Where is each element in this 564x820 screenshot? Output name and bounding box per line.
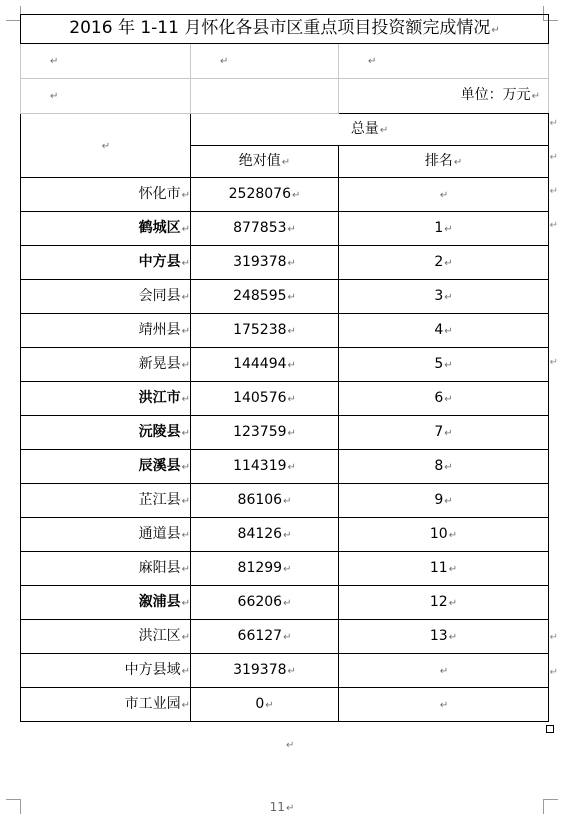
absolute-value-header[interactable]: 绝对值↵ [191, 146, 339, 178]
paragraph-mark-icon: ↵ [181, 359, 190, 371]
blank-cell[interactable] [191, 44, 339, 79]
paragraph-mark-icon: ↵ [50, 56, 59, 67]
paragraph-mark-icon: ↵ [444, 291, 453, 303]
table-row [21, 654, 549, 688]
absolute-value-cell[interactable]: 319378↵ [191, 246, 339, 280]
absolute-value-cell[interactable]: 114319↵ [191, 450, 339, 484]
paragraph-mark-icon: ↵ [281, 156, 291, 168]
table-resize-handle-icon[interactable] [546, 725, 554, 733]
blank-cell[interactable] [21, 44, 191, 79]
region-name-cell[interactable]: 洪江区↵ [21, 620, 191, 654]
region-name-cell[interactable]: 新晃县↵ [21, 348, 191, 382]
paragraph-mark-icon: ↵ [491, 24, 500, 36]
paragraph-mark-icon: ↵ [181, 563, 190, 575]
paragraph-mark-icon: ↵ [181, 291, 190, 303]
paragraph-mark-icon: ↵ [181, 393, 190, 405]
sub-region-name-cell[interactable]: 市工业园↵ [21, 688, 191, 722]
paragraph-mark-icon: ↵ [291, 189, 301, 201]
rank-cell[interactable] [339, 178, 549, 212]
table-row [21, 518, 549, 552]
absolute-value-cell[interactable]: 123759↵ [191, 416, 339, 450]
paragraph-mark-icon: ↵ [220, 56, 229, 67]
absolute-value-cell[interactable]: 66127↵ [191, 620, 339, 654]
paragraph-mark-icon: ↵ [531, 91, 541, 102]
absolute-value-cell[interactable]: 144494↵ [191, 348, 339, 382]
unit-label[interactable]: 单位：万元↵ [339, 79, 549, 114]
paragraph-mark-icon: ↵ [287, 393, 296, 405]
absolute-value-cell[interactable]: 66206↵ [191, 586, 339, 620]
paragraph-mark-icon: ↵ [444, 427, 453, 439]
paragraph-mark-icon: ↵ [285, 803, 295, 814]
rank-cell[interactable]: 8↵ [339, 450, 549, 484]
paragraph-mark-icon: ↵ [444, 223, 453, 235]
table-row [21, 450, 549, 484]
paragraph-mark-icon: ↵ [444, 257, 453, 269]
blank-cell[interactable] [339, 44, 549, 79]
region-name-cell[interactable]: 靖州县↵ [21, 314, 191, 348]
blank-cell[interactable] [191, 79, 339, 114]
paragraph-mark-icon: ↵ [444, 393, 453, 405]
region-header-cell[interactable] [21, 114, 191, 178]
paragraph-mark-icon: ↵ [549, 186, 558, 197]
table-row [21, 620, 549, 654]
paragraph-mark-icon: ↵ [181, 257, 190, 269]
rank-cell[interactable]: 5↵ [339, 348, 549, 382]
paragraph-mark-icon: ↵ [181, 325, 190, 337]
table-row [21, 484, 549, 518]
absolute-value-cell[interactable]: 248595↵ [191, 280, 339, 314]
region-name-cell[interactable]: 芷江县↵ [21, 484, 191, 518]
paragraph-mark-icon: ↵ [283, 529, 292, 541]
absolute-value-cell[interactable]: 140576↵ [191, 382, 339, 416]
paragraph-mark-icon: ↵ [181, 665, 190, 677]
paragraph-mark-icon: ↵ [549, 152, 558, 163]
total-header[interactable]: 总量↵ [191, 114, 549, 146]
paragraph-mark-icon: ↵ [453, 156, 463, 168]
paragraph-mark-icon: ↵ [549, 118, 558, 129]
rank-cell[interactable]: 11↵ [339, 552, 549, 586]
investment-table [20, 14, 549, 722]
absolute-value-cell[interactable]: 319378↵ [191, 654, 339, 688]
paragraph-mark-icon: ↵ [287, 461, 296, 473]
paragraph-mark-icon: ↵ [549, 220, 558, 231]
table-row [21, 416, 549, 450]
paragraph-mark-icon: ↵ [181, 529, 190, 541]
sub-region-name-cell[interactable]: 中方县域↵ [21, 654, 191, 688]
paragraph-mark-icon: ↵ [444, 359, 453, 371]
absolute-value-cell[interactable]: 175238↵ [191, 314, 339, 348]
paragraph-mark-icon: ↵ [287, 257, 296, 269]
paragraph-mark-icon: ↵ [181, 631, 190, 643]
rank-cell[interactable]: 3↵ [339, 280, 549, 314]
paragraph-mark-icon: ↵ [549, 667, 558, 678]
absolute-value-cell[interactable]: 84126↵ [191, 518, 339, 552]
rank-cell[interactable] [339, 688, 549, 722]
paragraph-mark-icon: ↵ [287, 359, 296, 371]
paragraph-mark-icon: ↵ [287, 223, 296, 235]
paragraph-mark-icon: ↵ [287, 427, 296, 439]
absolute-value-cell[interactable]: 0↵ [191, 688, 339, 722]
rank-cell[interactable]: 4↵ [339, 314, 549, 348]
table-row [21, 348, 549, 382]
rank-cell[interactable]: 7↵ [339, 416, 549, 450]
paragraph-mark-icon: ↵ [439, 699, 449, 711]
region-name-cell[interactable]: 麻阳县↵ [21, 552, 191, 586]
paragraph-mark-icon: ↵ [283, 563, 292, 575]
region-name-cell[interactable]: 通道县↵ [21, 518, 191, 552]
rank-cell[interactable]: 6↵ [339, 382, 549, 416]
table-row [21, 178, 549, 212]
absolute-value-cell[interactable]: 877853↵ [191, 212, 339, 246]
paragraph-mark-icon: ↵ [181, 189, 190, 201]
table-row [21, 212, 549, 246]
paragraph-mark-icon: ↵ [444, 495, 453, 507]
paragraph-mark-icon: ↵ [287, 665, 296, 677]
table-row [21, 382, 549, 416]
paragraph-mark-icon: ↵ [448, 529, 458, 541]
region-name-cell[interactable]: 怀化市↵ [21, 178, 191, 212]
paragraph-mark-icon: ↵ [444, 461, 453, 473]
paragraph-mark-icon: ↵ [181, 597, 190, 609]
blank-cell[interactable] [21, 79, 191, 114]
region-name-cell[interactable]: 中方县↵ [21, 246, 191, 280]
table-row [21, 586, 549, 620]
paragraph-mark-icon: ↵ [448, 597, 458, 609]
paragraph-mark-icon: ↵ [379, 124, 389, 136]
absolute-value-cell[interactable]: 2528076↵ [191, 178, 339, 212]
page-number: 11↵ [269, 800, 295, 814]
rank-cell[interactable]: 2↵ [339, 246, 549, 280]
absolute-value-cell[interactable]: 81299↵ [191, 552, 339, 586]
paragraph-mark-icon: ↵ [439, 665, 449, 677]
paragraph-mark-icon: ↵ [181, 699, 190, 711]
paragraph-mark-icon: ↵ [101, 140, 111, 152]
table-row [21, 688, 549, 722]
text-cursor-mark: ↵ [286, 740, 295, 751]
region-name-cell[interactable]: 会同县↵ [21, 280, 191, 314]
rank-header[interactable]: 排名↵ [339, 146, 549, 178]
region-name-cell[interactable]: 溆浦县↵ [21, 586, 191, 620]
paragraph-mark-icon: ↵ [283, 495, 292, 507]
rank-cell[interactable]: 1↵ [339, 212, 549, 246]
paragraph-mark-icon: ↵ [50, 91, 59, 102]
region-name-cell[interactable]: 洪江市↵ [21, 382, 191, 416]
rank-cell[interactable]: 13↵ [339, 620, 549, 654]
rank-cell[interactable] [339, 654, 549, 688]
paragraph-mark-icon: ↵ [549, 632, 558, 643]
paragraph-mark-icon: ↵ [283, 631, 292, 643]
table-title[interactable]: 2016 年 1-11 月怀化各县市区重点项目投资额完成情况↵ [21, 15, 549, 44]
rank-cell[interactable]: 12↵ [339, 586, 549, 620]
table-row [21, 314, 549, 348]
rank-cell[interactable]: 9↵ [339, 484, 549, 518]
paragraph-mark-icon: ↵ [181, 461, 190, 473]
paragraph-mark-icon: ↵ [181, 427, 190, 439]
paragraph-mark-icon: ↵ [444, 325, 453, 337]
crop-mark-icon [6, 6, 21, 21]
table-row [21, 246, 549, 280]
paragraph-mark-icon: ↵ [368, 56, 377, 67]
paragraph-mark-icon: ↵ [287, 325, 296, 337]
absolute-value-cell[interactable]: 86106↵ [191, 484, 339, 518]
paragraph-mark-icon: ↵ [181, 223, 190, 235]
paragraph-mark-icon: ↵ [283, 597, 292, 609]
paragraph-mark-icon: ↵ [549, 357, 558, 368]
paragraph-mark-icon: ↵ [439, 189, 449, 201]
table-row [21, 552, 549, 586]
paragraph-mark-icon: ↵ [265, 699, 274, 711]
paragraph-mark-icon: ↵ [287, 291, 296, 303]
table-row [21, 280, 549, 314]
paragraph-mark-icon: ↵ [181, 495, 190, 507]
region-name-cell[interactable]: 沅陵县↵ [21, 416, 191, 450]
paragraph-mark-icon: ↵ [448, 563, 458, 575]
region-name-cell[interactable]: 辰溪县↵ [21, 450, 191, 484]
paragraph-mark-icon: ↵ [448, 631, 458, 643]
region-name-cell[interactable]: 鹤城区↵ [21, 212, 191, 246]
rank-cell[interactable]: 10↵ [339, 518, 549, 552]
